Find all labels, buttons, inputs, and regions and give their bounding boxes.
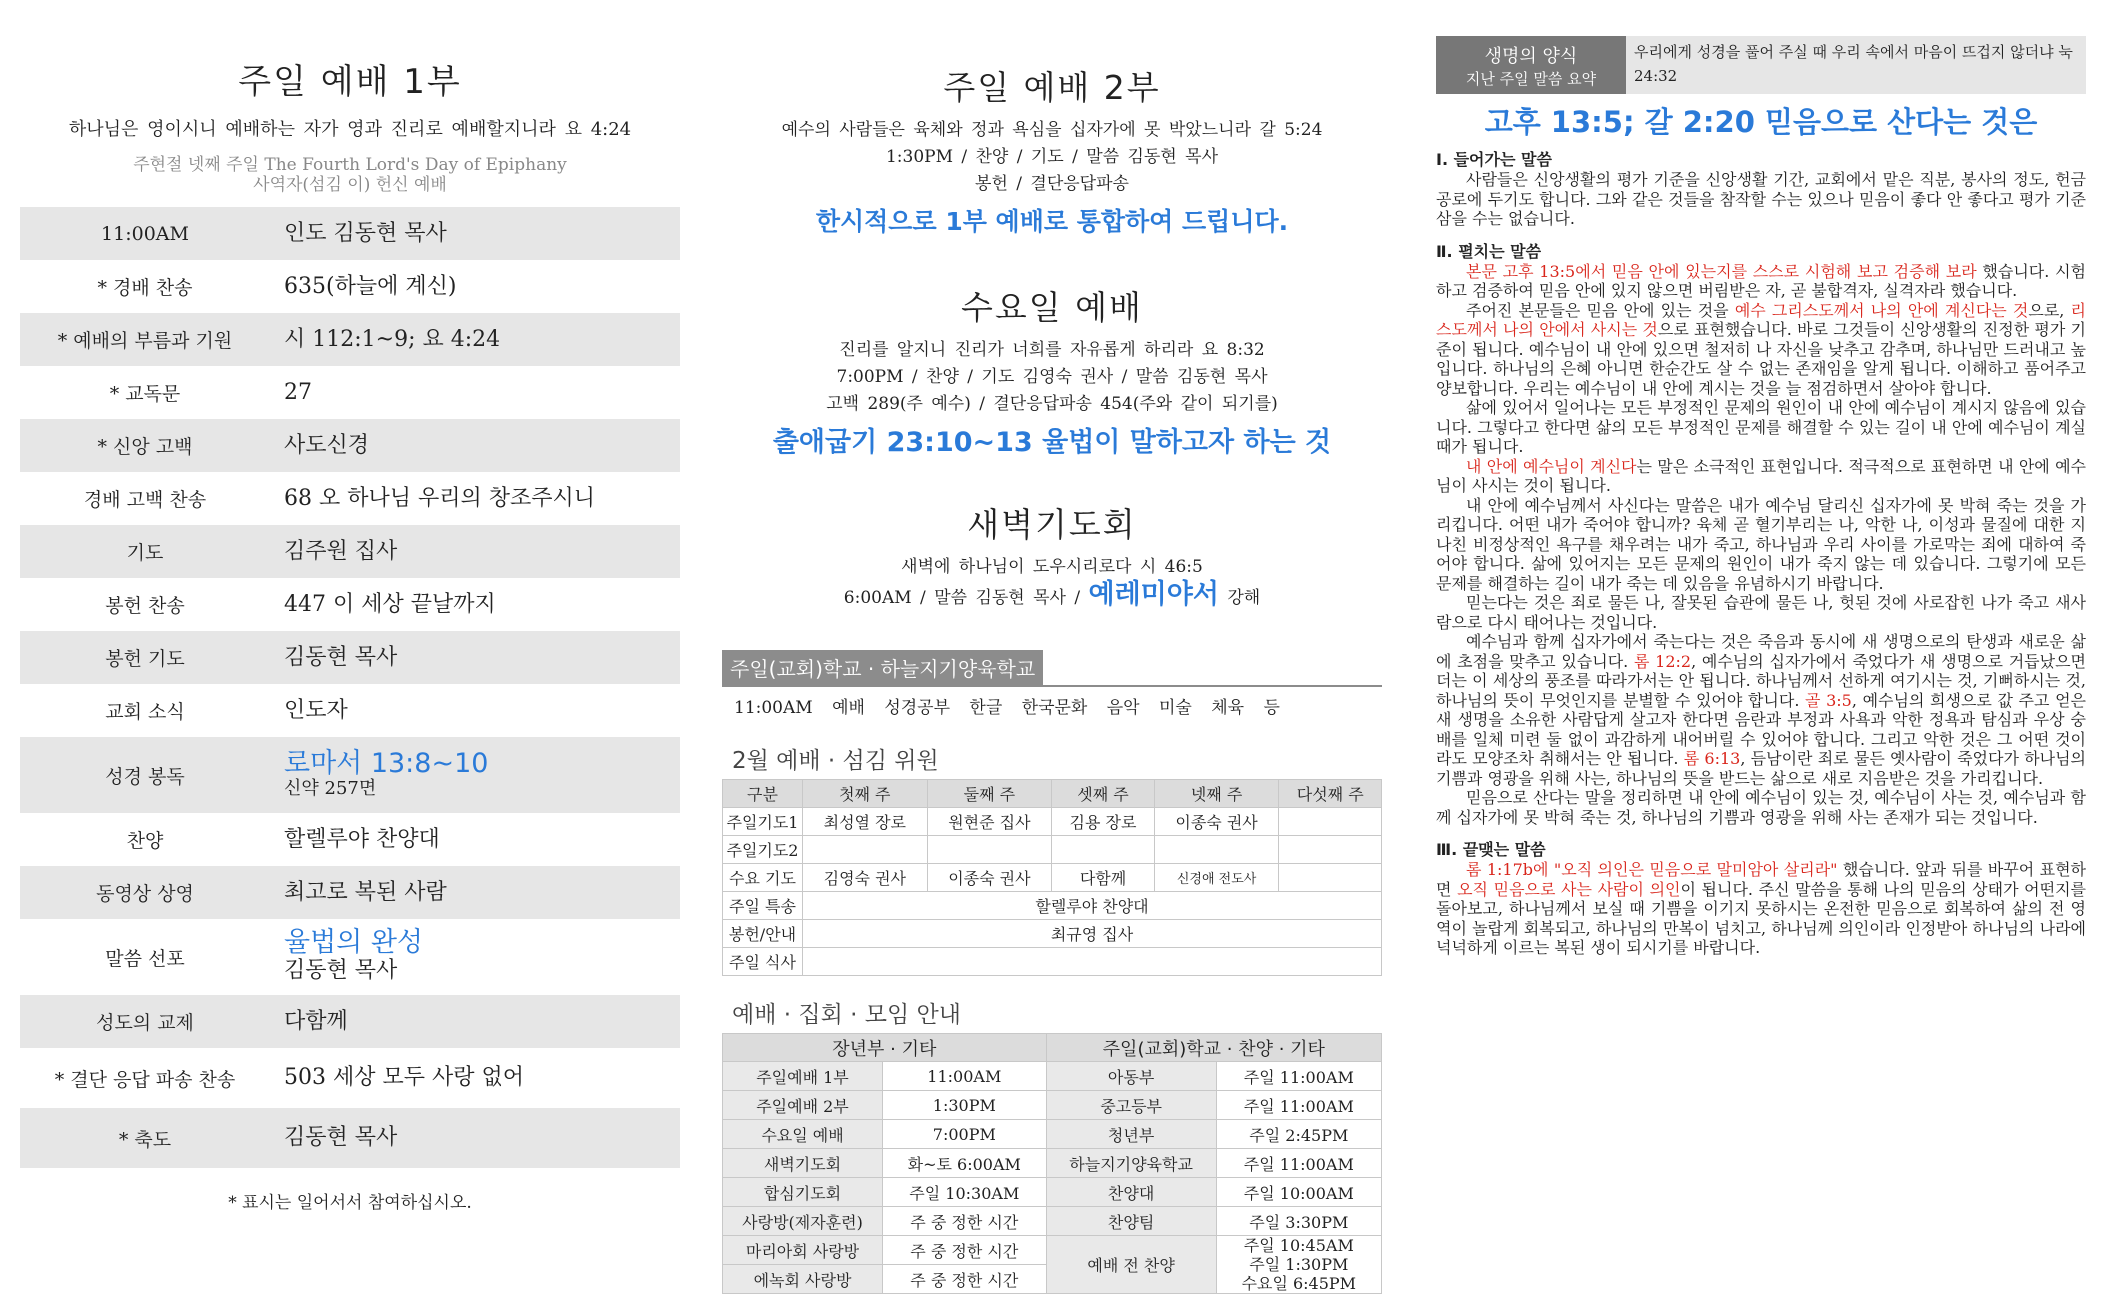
table-cell: 이종숙 권사 <box>1154 808 1279 836</box>
table-cell: 청년부 <box>1046 1120 1216 1149</box>
order-label: * 신앙 고백 <box>97 436 193 458</box>
order-label: 말씀 선포 <box>105 947 185 970</box>
text-span: , 예수님의 십자가에서 죽었다가 새 생명으로 거듭났으면 더는 이 세상의 풍조를 따라가서는 안 됩니다. 하나님께서 선하게 여기시는 것, 기뻐하시는 것, 하나님의 뜻이 무엇인지를 분별할 수 있어야 합니다. <box>1436 651 2086 710</box>
service1-title: 주일 예배 1부 <box>238 62 462 102</box>
summary-label1: 생명의 양식 <box>1484 45 1578 67</box>
text-span: 했습니다. 시험하고 검증하여 믿음 안에 있지 않으면 버림받은 자, 곧 불합격자, 실격자라 했습니다. <box>1436 261 2086 300</box>
table-cell: 중고등부 <box>1046 1091 1216 1120</box>
table-row <box>723 808 1382 836</box>
order-label: * 교독문 <box>109 383 181 405</box>
highlight-text: 롬 12:2 <box>1633 651 1692 671</box>
meetings-right-header: 주일(교회)학교 · 찬양 · 기타 <box>1046 1034 1381 1062</box>
order-value: 503 세상 모두 사랑 없어 <box>284 1065 524 1090</box>
table-cell: 주일 11:00AM <box>1216 1149 1381 1178</box>
order-value: 김주원 집사 <box>284 538 398 564</box>
table-row <box>723 836 1382 864</box>
order-label: 찬양 <box>126 830 164 852</box>
section-heading: Ⅲ. 끝맺는 말씀 <box>1436 840 1546 859</box>
order-value: 635(하늘에 계신) <box>284 273 457 299</box>
school-line: 11:00AM 예배 성경공부 한글 한국문화 음악 미술 체육 등 <box>722 685 1382 724</box>
table-row <box>723 920 1382 948</box>
scripture-page: 신약 257면 <box>284 778 377 799</box>
table-cell: 합심기도회 <box>723 1178 883 1207</box>
table-cell: 최성열 장로 <box>803 808 928 836</box>
feb-header: 넷째 주 <box>1154 780 1279 808</box>
dawn-book: 예레미야서 <box>1088 579 1219 610</box>
section-heading: Ⅰ. 들어가는 말씀 <box>1436 150 1552 169</box>
feb-header: 둘째 주 <box>927 780 1052 808</box>
standing-note: * 표시는 일어서서 참여하십시오. <box>228 1193 472 1213</box>
table-cell: 주일 특송 <box>723 892 803 920</box>
highlight-text: 본문 고후 13:5에서 믿음 안에 있는지를 스스로 시험해 보고 검증해 보라 <box>1466 261 1977 281</box>
paragraph: 삶에 있어서 일어나는 모든 부정적인 문제의 원인이 내 안에 예수님이 계시지 않음에 있습니다. 그렇다고 한다면 삶의 모든 부정적인 문제를 해결할 수 있는 길이 내 안에 예수님이 계실 때가 됩니다. <box>1436 398 2086 456</box>
table-cell: 에녹회 사랑방 <box>723 1265 883 1294</box>
order-row <box>20 207 680 260</box>
order-row <box>20 366 680 419</box>
table-cell: 11:00AM <box>883 1062 1047 1091</box>
table-cell <box>803 948 1382 976</box>
dawn-line <box>722 581 1382 612</box>
service2-notice: 한시적으로 1부 예배로 통합하여 드립니다. <box>815 207 1289 236</box>
school-section <box>722 650 1382 724</box>
paragraph: 믿음으로 산다는 말을 정리하면 내 안에 예수님이 있는 것, 예수님이 사는 것, 예수님과 함께 십자가에 못 박혀 죽는 것, 하나님의 기쁨과 영광을 위해 사는 존재가 되는 것입니다. <box>1436 788 2086 827</box>
table-cell: 새벽기도회 <box>723 1149 883 1178</box>
order-label: 교회 소식 <box>105 701 185 723</box>
order-of-worship <box>20 207 680 1168</box>
paragraph <box>1436 632 2086 788</box>
table-row <box>723 1178 1382 1207</box>
table-row <box>723 1149 1382 1178</box>
table-cell: 신경애 전도사 <box>1154 864 1279 892</box>
wednesday-line2: 고백 289(주 예수) / 결단응답파송 454(주와 같이 되기를) <box>826 394 1278 414</box>
pre-time: 주일 1:30PM <box>1249 1255 1349 1274</box>
table-cell: 아동부 <box>1046 1062 1216 1091</box>
table-cell: 봉헌/안내 <box>723 920 803 948</box>
order-row <box>20 737 680 813</box>
table-cell: 화~토 6:00AM <box>883 1149 1047 1178</box>
service2-line2: 봉헌 / 결단응답파송 <box>975 174 1129 194</box>
highlight-text: 골 3:5 <box>1805 690 1852 710</box>
order-label: 경배 고백 찬송 <box>83 489 207 511</box>
order-row <box>20 1108 680 1168</box>
table-cell: 수요일 예배 <box>723 1120 883 1149</box>
table-cell: 찬양팀 <box>1046 1207 1216 1236</box>
order-row <box>20 631 680 684</box>
wednesday-line1: 7:00PM / 찬양 / 기도 김영숙 권사 / 말씀 김동현 목사 <box>836 367 1268 387</box>
text-span: , 듬남이란 죄로 물든 옛사람이 죽었다가 하나님의 기쁨과 영광을 위해 사는, 하나님의 뜻을 받드는 삶으로 새로 지음받은 것을 가리킵니다. <box>1436 749 2086 788</box>
meetings-left-header: 장년부 · 기타 <box>723 1034 1047 1062</box>
order-value: 할렐루야 찬양대 <box>284 826 440 852</box>
paragraph <box>1436 262 2086 301</box>
table-cell: 1:30PM <box>883 1091 1047 1120</box>
highlight-text: 롬 1:17b에 "오직 의인은 믿음으로 말미암아 살리라" <box>1466 860 1838 879</box>
text-span: 예수님과 함께 십자가에서 죽는다는 것은 죽음과 동시에 새 생명으로의 탄생과 새로운 삶에 초점을 맞추고 있습니다. <box>1436 632 2086 671</box>
order-label: 기도 <box>126 542 164 564</box>
order-row <box>20 313 680 366</box>
text-span: 했습니다. 앞과 뒤를 바꾸어 표현하면 <box>1436 860 2086 899</box>
summary-label <box>1436 36 1626 94</box>
table-cell: 찬양대 <box>1046 1178 1216 1207</box>
table-cell: 원현준 집사 <box>927 808 1052 836</box>
dawn-title: 새벽기도회 <box>967 505 1137 544</box>
order-value: 인도자 <box>284 697 348 723</box>
summary-title: 고후 13:5; 갈 2:20 믿음으로 산다는 것은 <box>1484 105 2038 139</box>
service2-line1: 1:30PM / 찬양 / 기도 / 말씀 김동현 목사 <box>885 147 1219 167</box>
table-cell: 주일예배 2부 <box>723 1091 883 1120</box>
table-cell: 주일 식사 <box>723 948 803 976</box>
order-row <box>20 919 680 995</box>
text-span: 으로 표현했습니다. 바로 그것들이 신앙생활의 진정한 평가 기준이 됩니다. 예수님이 내 안에 있으면 철저히 나 자신을 낮추고 감추며, 하나님만 드러내고 높입니다. 하나님의 은혜 아니면 한순간도 살 수 없는 존재임을 알게 됩니다. 이해하고 품어주고 양보합니다. 우리는 예수님이 내 안에 계시는 것을 늘 점검하면서 살아야 합니다. <box>1436 320 2086 398</box>
table-cell: 주일 3:30PM <box>1216 1207 1381 1236</box>
paragraph <box>1436 457 2086 496</box>
highlight-text: 예수 그리스도께서 나의 안에 계신다는 것 <box>1734 300 2029 320</box>
paragraph: 믿는다는 것은 죄로 물든 나, 잘못된 습관에 물든 나, 헛된 것에 사로잡힌 나가 죽고 새사람으로 다시 태어나는 것입니다. <box>1436 593 2086 632</box>
table-cell: 이종숙 권사 <box>927 864 1052 892</box>
service1-verse: 하나님은 영이시니 예배하는 자가 영과 진리로 예배할지니라 요 4:24 <box>68 119 632 140</box>
text-span: 으로, <box>2028 300 2071 320</box>
table-cell: 수요 기도 <box>723 864 803 892</box>
table-cell <box>927 836 1052 864</box>
table-cell <box>1279 836 1382 864</box>
wednesday-verse: 진리를 알지니 진리가 너희를 자유롭게 하리라 요 8:32 <box>839 340 1265 360</box>
summary-label2: 지난 주일 말씀 요약 <box>1465 69 1597 88</box>
order-row <box>20 813 680 866</box>
table-cell: 하늘지기양육학교 <box>1046 1149 1216 1178</box>
table-cell: 마리아회 사랑방 <box>723 1236 883 1265</box>
service1-dedication: 사역자(섬김 이) 헌신 예배 <box>253 175 447 195</box>
table-row <box>723 1236 1382 1265</box>
order-value: 김동현 목사 <box>284 644 398 670</box>
summary-verse: 우리에게 성경을 풀어 주실 때 우리 속에서 마음이 뜨겁지 않더냐 눅 24:32 <box>1626 36 2086 94</box>
table-cell: 할렐루야 찬양대 <box>803 892 1382 920</box>
highlight-text: 오직 믿음으로 사는 사람이 의인 <box>1457 879 1681 899</box>
paragraph: 내 안에 예수님께서 사신다는 말씀은 내가 예수님 달리신 십자가에 못 박혀 죽는 것을 가리킵니다. 어떤 내가 죽어야 합니까? 육체 곧 혈기부리는 나, 악한 나, 이성과 물질에 대한 지나친 비정상적인 욕구를 채우려는 내가 죽고, 하나님과 우리 사이를 가로막는 죄에 대하여 죽어야 합니다. 삶에 있어지는 모든 문제의 원인이 내가 죽지 않는 데 있습니다. 그렇기에 모든 문제를 해결하는 길이 내가 죽는 데 있음을 유념하시기 바랍니다. <box>1436 495 2086 593</box>
order-row <box>20 1048 680 1108</box>
table-row <box>723 892 1382 920</box>
table-cell <box>1279 808 1382 836</box>
order-value: 시 112:1~9; 요 4:24 <box>284 326 501 352</box>
scripture-reading: 로마서 13:8~10 <box>284 748 489 779</box>
school-header: 주일(교회)학교 · 하늘지기양육학교 <box>722 650 1043 685</box>
order-value: 다함께 <box>284 1008 348 1034</box>
feb-header: 다섯째 주 <box>1279 780 1382 808</box>
meetings-title: 예배 · 집회 · 모임 안내 <box>732 1002 961 1028</box>
service1-column <box>20 0 680 1275</box>
text-span: 이 됩니다. 주신 말씀을 통해 나의 믿음의 상태가 어떤지를 돌아보고, 하나님께서 보실 때 기쁨을 이기지 못하시는 온전한 믿음으로 회복하여 삶의 전 영역이 놀랍게 회복되고, 하나님의 만복이 넘치고, 하나님께 의인이라 인정받아 하나님의 나라에 넉넉하게 이르는 복된 생이 되시기를 바랍니다. <box>1436 879 2086 957</box>
text-span: 는 말은 소극적인 표현입니다. 적극적으로 표현하면 내 안에 예수님이 사시는 것이 됩니다. <box>1436 456 2086 495</box>
table-cell: 주일 11:00AM <box>1216 1062 1381 1091</box>
highlight-text: 롬 6:13 <box>1683 749 1741 768</box>
order-value: 27 <box>284 379 312 405</box>
table-row <box>723 1062 1382 1091</box>
pre-worship-times <box>1216 1236 1381 1294</box>
table-cell: 7:00PM <box>883 1120 1047 1149</box>
feb-header: 셋째 주 <box>1052 780 1155 808</box>
highlight-text: 리스도께서 나의 안에서 사시는 것 <box>1436 300 2087 339</box>
service1-season: 주현절 넷째 주일 The Fourth Lord's Day of Epiphany <box>133 155 567 175</box>
table-cell: 주일기도1 <box>723 808 803 836</box>
order-label: * 예배의 부름과 기원 <box>57 330 233 352</box>
highlight-text: 내 안에 예수님이 계신다 <box>1466 456 1637 476</box>
order-label: 봉헌 찬송 <box>105 595 185 617</box>
feb-header: 구분 <box>723 780 803 808</box>
wednesday-title: 수요일 예배 <box>961 288 1143 327</box>
feb-table <box>722 779 1382 976</box>
order-row <box>20 260 680 313</box>
order-row <box>20 578 680 631</box>
order-value: 사도신경 <box>284 432 370 458</box>
feb-header: 첫째 주 <box>803 780 928 808</box>
table-cell: 주 중 정한 시간 <box>883 1265 1047 1294</box>
table-cell: 주일 11:00AM <box>1216 1091 1381 1120</box>
table-cell <box>1154 836 1279 864</box>
service2-title: 주일 예배 2부 <box>943 68 1161 107</box>
table-cell: 김용 장로 <box>1052 808 1155 836</box>
table-cell: 주일 10:30AM <box>883 1178 1047 1207</box>
order-row <box>20 419 680 472</box>
pre-time: 주일 10:45AM <box>1243 1236 1354 1255</box>
wednesday-sermon: 출애굽기 23:10~13 율법이 말하고자 하는 것 <box>772 427 1332 458</box>
table-row <box>723 1120 1382 1149</box>
dawn-time: 6:00AM / 말씀 김동현 목사 / <box>843 588 1081 608</box>
table-cell: 주일기도2 <box>723 836 803 864</box>
order-value: 최고로 복된 사람 <box>284 879 447 905</box>
paragraph <box>1436 860 2086 958</box>
table-cell <box>803 836 928 864</box>
order-label: * 경배 찬송 <box>97 277 193 299</box>
table-cell: 주일 10:00AM <box>1216 1178 1381 1207</box>
summary-column <box>1436 0 2086 1275</box>
order-row <box>20 866 680 919</box>
text-span: , 예수님의 희생으로 값 주고 얻은 새 생명을 소유한 사람답게 살고자 한다면 음란과 부정과 사욕과 악한 정욕과 탐심과 우상 숭배를 일체 미련 둘 없이 과감하게 내어버릴 수 있어야 합니다. 그리고 악한 것은 그 어떤 것이라도 모양조차 취해서는 안 됩니다. <box>1436 690 2087 768</box>
order-row <box>20 684 680 737</box>
table-cell: 주 중 정한 시간 <box>883 1207 1047 1236</box>
table-cell: 김영숙 권사 <box>803 864 928 892</box>
table-row <box>723 1091 1382 1120</box>
pre-time: 수요일 6:45PM <box>1241 1274 1357 1293</box>
order-value: 68 오 하나님 우리의 창조주시니 <box>284 485 595 511</box>
dawn-verse: 새벽에 하나님이 도우시리로다 시 46:5 <box>901 557 1203 577</box>
text-span: 주어진 본문들은 믿음 안에 있는 것을 <box>1466 300 1735 320</box>
order-value: 김동현 목사 <box>284 1125 398 1150</box>
order-label: * 축도 <box>118 1128 172 1151</box>
table-row <box>723 1207 1382 1236</box>
table-cell <box>1279 864 1382 892</box>
service2-verse: 예수의 사람들은 육체와 정과 욕심을 십자가에 못 박았느니라 갈 5:24 <box>781 120 1323 140</box>
order-label: 성도의 교제 <box>96 1012 194 1034</box>
order-label: 성경 봉독 <box>105 765 185 788</box>
table-cell: 사랑방(제자훈련) <box>723 1207 883 1236</box>
order-value: 447 이 세상 끝날까지 <box>284 591 496 617</box>
table-cell: 주 중 정한 시간 <box>883 1236 1047 1265</box>
order-label: 11:00AM <box>101 222 189 245</box>
paragraph <box>1436 301 2086 399</box>
feb-title: 2월 예배 · 섬김 위원 <box>732 748 939 774</box>
order-value: 인도 김동현 목사 <box>284 220 447 246</box>
table-cell: 예배 전 찬양 <box>1046 1236 1216 1294</box>
order-row <box>20 472 680 525</box>
meetings-table <box>722 1033 1382 1294</box>
sermon-preacher: 김동현 목사 <box>284 958 398 983</box>
section-heading: Ⅱ. 펼치는 말씀 <box>1436 241 1542 261</box>
table-cell: 다함께 <box>1052 864 1155 892</box>
order-label: 봉헌 기도 <box>105 648 185 670</box>
table-cell: 최규영 집사 <box>803 920 1382 948</box>
table-row <box>723 948 1382 976</box>
order-label: * 결단 응답 파송 찬송 <box>54 1068 236 1091</box>
table-row <box>723 864 1382 892</box>
table-cell <box>1052 836 1155 864</box>
schedule-column <box>722 0 1382 1293</box>
dawn-suffix: 강해 <box>1227 588 1261 608</box>
order-row <box>20 995 680 1048</box>
summary-header <box>1436 36 2086 94</box>
table-cell: 주일예배 1부 <box>723 1062 883 1091</box>
order-label: 동영상 상영 <box>96 883 194 905</box>
paragraph: 사람들은 신앙생활의 평가 기준을 신앙생활 기간, 교회에서 맡은 직분, 봉사의 정도, 헌금 공로에 두기도 합니다. 그와 같은 것들을 참작할 수는 있으나 믿음이 좋다 안 좋다고 평가 기준 삼을 수는 없습니다. <box>1436 170 2086 228</box>
table-cell: 주일 2:45PM <box>1216 1120 1381 1149</box>
order-row <box>20 525 680 578</box>
sermon-title: 율법의 완성 <box>284 927 423 958</box>
